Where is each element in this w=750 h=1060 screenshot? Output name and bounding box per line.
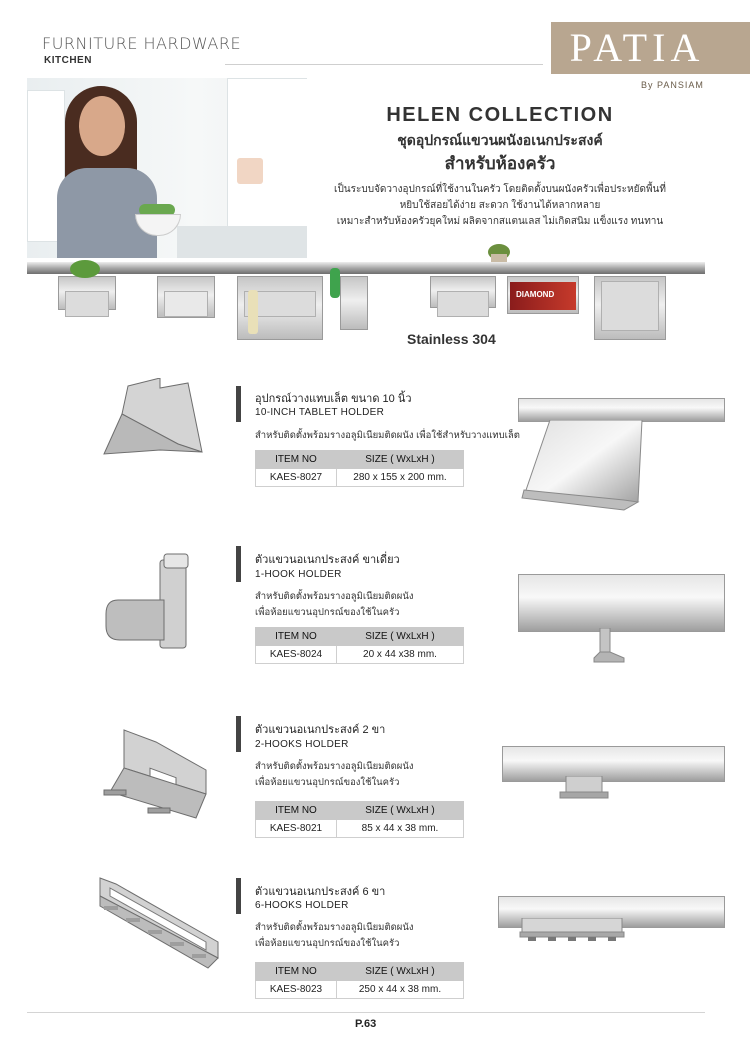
rail-accessory-tablet-holder (594, 276, 666, 340)
one-hook-photo (590, 628, 630, 664)
brand-logo-text: PATIA (569, 25, 705, 70)
brand-logo (551, 22, 750, 90)
spec-table (255, 801, 464, 838)
product-name-th: ตัวแขวนอเนกประสงค์ ขาเดี่ยว (255, 554, 400, 566)
tablet-holder-photo-rail (518, 398, 725, 422)
spec-header-size: SIZE ( WxLxH ) (337, 628, 464, 646)
product-name-th: อุปกรณ์วางแทบเล็ต ขนาด 10 นิ้ว (255, 393, 412, 405)
product-marker (236, 546, 241, 582)
product-name-en: 6-HOOKS HOLDER (255, 900, 349, 911)
product-marker (236, 878, 241, 914)
rail-accessory-basket (58, 276, 116, 310)
spec-table (255, 450, 464, 487)
rail-accessory-cup (340, 276, 368, 330)
product-name-en: 2-HOOKS HOLDER (255, 739, 349, 750)
material-label: Stainless 304 (407, 331, 496, 347)
product-marker (236, 386, 241, 422)
foil-box (510, 282, 576, 310)
product-marker (236, 716, 241, 752)
spec-header-item: ITEM NO (256, 802, 337, 820)
collection-description-1: เป็นระบบจัดวางอุปกรณ์ที่ใช้งานในครัว โดยติดตั้งบนผนังครัวเพื่อประหยัดพื้นที่ (334, 184, 666, 195)
spec-header-size: SIZE ( WxLxH ) (337, 963, 464, 981)
hero-kitchen-photo (27, 78, 307, 258)
spec-header-size: SIZE ( WxLxH ) (337, 451, 464, 469)
one-hook-photo-rail (518, 574, 725, 632)
brand-logo-sub: By PANSIAM (641, 80, 704, 90)
product-name-th: ตัวแขวนอเนกประสงค์ 6 ขา (255, 886, 386, 898)
spec-header-item: ITEM NO (256, 451, 337, 469)
footer-divider (27, 1012, 705, 1013)
kitchen-counter (177, 226, 307, 258)
product-description: เพื่อห้อยแขวนอุปกรณ์ของใช้ในครัว (255, 607, 400, 618)
product-name-en: 1-HOOK HOLDER (255, 569, 342, 580)
spec-item-no: KAES-8024 (256, 646, 337, 664)
product-name-en: 10-INCH TABLET HOLDER (255, 407, 385, 418)
wall-rail (27, 262, 705, 274)
product-description: สำหรับติดตั้งพร้อมรางอลูมิเนียมติดผนัง (255, 922, 414, 933)
jar (237, 158, 263, 184)
product-name-th: ตัวแขวนอเนกประสงค์ 2 ขา (255, 724, 386, 736)
product-description: เพื่อห้อยแขวนอุปกรณ์ของใช้ในครัว (255, 938, 400, 949)
collection-subtitle-1: ชุดอุปกรณ์แขวนผนังอเนกประสงค์ (397, 132, 603, 148)
green-utensil (330, 268, 340, 298)
collection-title: HELEN COLLECTION (386, 104, 614, 126)
spec-table (255, 627, 464, 664)
six-hooks-illustration (96, 876, 222, 976)
spec-table (255, 962, 464, 999)
bottle (248, 290, 258, 334)
spec-header-item: ITEM NO (256, 628, 337, 646)
section-subtitle: KITCHEN (44, 55, 92, 66)
tablet-holder-photo (520, 420, 645, 512)
tablet-holder-illustration (100, 378, 210, 458)
woman-face (79, 96, 125, 156)
collection-description-2: หยิบใช้สอยได้ง่าย สะดวก ใช้งานได้หลากหลาย (399, 200, 601, 211)
spec-header-item: ITEM NO (256, 963, 337, 981)
rail-accessory-spice-rack (430, 276, 496, 308)
product-description: สำหรับติดตั้งพร้อมรางอลูมิเนียมติดผนัง (255, 591, 414, 602)
spec-header-size: SIZE ( WxLxH ) (337, 802, 464, 820)
section-title: FURNITURE HARDWARE (42, 34, 242, 53)
header-divider (225, 64, 543, 65)
spec-item-no: KAES-8023 (256, 981, 337, 999)
six-hooks-photo (518, 918, 628, 944)
collection-description-3: เหมาะสำหรับห้องครัวยุคใหม่ ผลิตจากสแตนเลส ไม่เกิดสนิม แข็งแรง ทนทาน (336, 216, 664, 227)
two-hooks-illustration (100, 728, 210, 824)
product-description: เพื่อห้อยแขวนอุปกรณ์ของใช้ในครัว (255, 777, 400, 788)
spec-size: 250 x 44 x 38 mm. (337, 981, 464, 999)
spec-size: 280 x 155 x 200 mm. (337, 469, 464, 487)
spec-item-no: KAES-8027 (256, 469, 337, 487)
two-hooks-photo (556, 776, 616, 802)
page-number: P.63 (355, 1018, 377, 1030)
foil-box-label: DIAMOND (516, 290, 555, 299)
rail-accessory-paper-holder (157, 276, 215, 318)
spec-size: 20 x 44 x38 mm. (337, 646, 464, 664)
product-description: สำหรับติดตั้งพร้อมรางอลูมิเนียมติดผนัง (255, 761, 414, 772)
herb-plant (70, 260, 100, 278)
spec-item-no: KAES-8021 (256, 820, 337, 838)
collection-subtitle-2: สำหรับห้องครัว (444, 154, 556, 173)
spec-size: 85 x 44 x 38 mm. (337, 820, 464, 838)
one-hook-illustration (104, 552, 194, 652)
product-description: สำหรับติดตั้งพร้อมรางอลูมิเนียมติดผนัง เพื่อใช้สำหรับวางแทบเล็ต (255, 430, 520, 441)
